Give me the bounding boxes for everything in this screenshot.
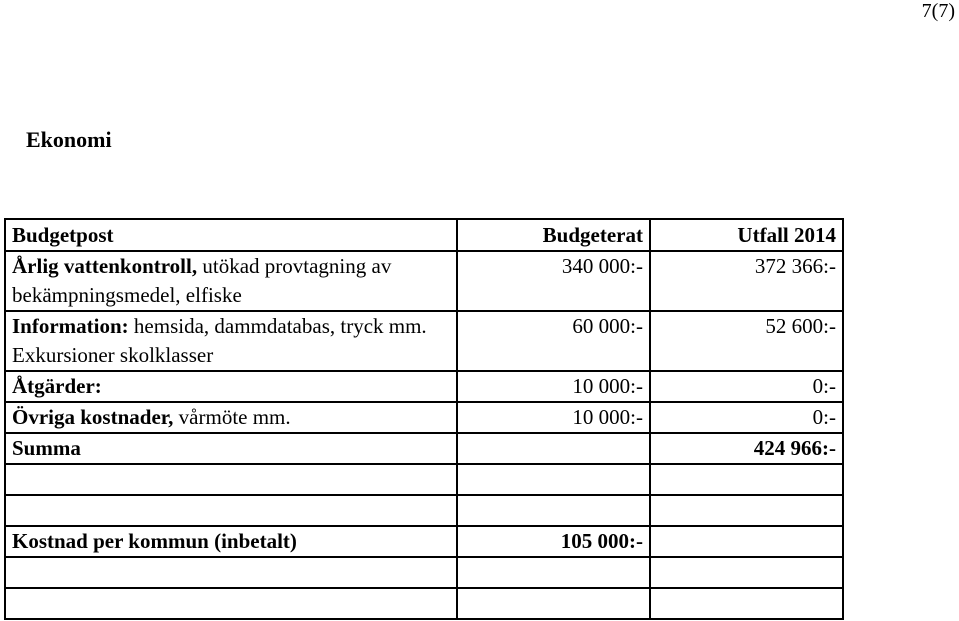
empty-row [5,464,843,495]
total-outcome: 424 966:- [650,433,843,464]
row-label-bold: Övriga kostnader, [12,405,174,429]
total-row [5,433,843,464]
row-budget: 60 000:- [457,311,650,371]
row-label-rest: hemsida, dammdatabas, tryck mm. Exkursioner skolklasser [12,314,427,367]
section-title: Ekonomi [26,127,112,152]
table-row [5,311,843,371]
row-budget: 10 000:- [457,371,650,402]
empty-cell [457,495,650,526]
table-row [5,251,843,311]
header-budgeterat: Budgeterat [457,219,650,251]
empty-cell [457,588,650,619]
empty-cell [5,464,457,495]
empty-cell [650,495,843,526]
table-row [5,402,843,433]
empty-cell [650,464,843,495]
row-outcome: 0:- [650,402,843,433]
empty-row [5,588,843,619]
row-outcome: 372 366:- [650,251,843,311]
empty-cell [5,557,457,588]
header-budgetpost: Budgetpost [5,219,457,251]
header-utfall: Utfall 2014 [650,219,843,251]
total-label: Summa [5,433,457,464]
row-label-bold: Information: [12,314,129,338]
row-label [5,311,457,371]
empty-cell [650,557,843,588]
per-municipality-budget: 105 000:- [457,526,650,557]
row-label-rest: vårmöte mm. [173,405,291,429]
row-budget: 10 000:- [457,402,650,433]
empty-cell [457,464,650,495]
total-budget [457,433,650,464]
table-row [5,371,843,402]
empty-cell [457,557,650,588]
per-municipality-row [5,526,843,557]
empty-cell [650,588,843,619]
row-outcome: 52 600:- [650,311,843,371]
empty-row [5,495,843,526]
table-header-row [5,219,843,251]
row-label [5,402,457,433]
per-municipality-outcome [650,526,843,557]
empty-row [5,557,843,588]
row-outcome: 0:- [650,371,843,402]
row-budget: 340 000:- [457,251,650,311]
row-label-bold: Åtgärder: [12,374,102,398]
row-label [5,371,457,402]
row-label-rest: utökad provtagning av bekämpningsmedel, elfiske [12,254,392,307]
per-municipality-label: Kostnad per kommun (inbetalt) [5,526,457,557]
empty-cell [5,588,457,619]
row-label-bold: Årlig vattenkontroll, [12,254,198,278]
page-number: 7(7) [921,0,955,22]
empty-cell [5,495,457,526]
budget-table [4,218,844,620]
row-label [5,251,457,311]
